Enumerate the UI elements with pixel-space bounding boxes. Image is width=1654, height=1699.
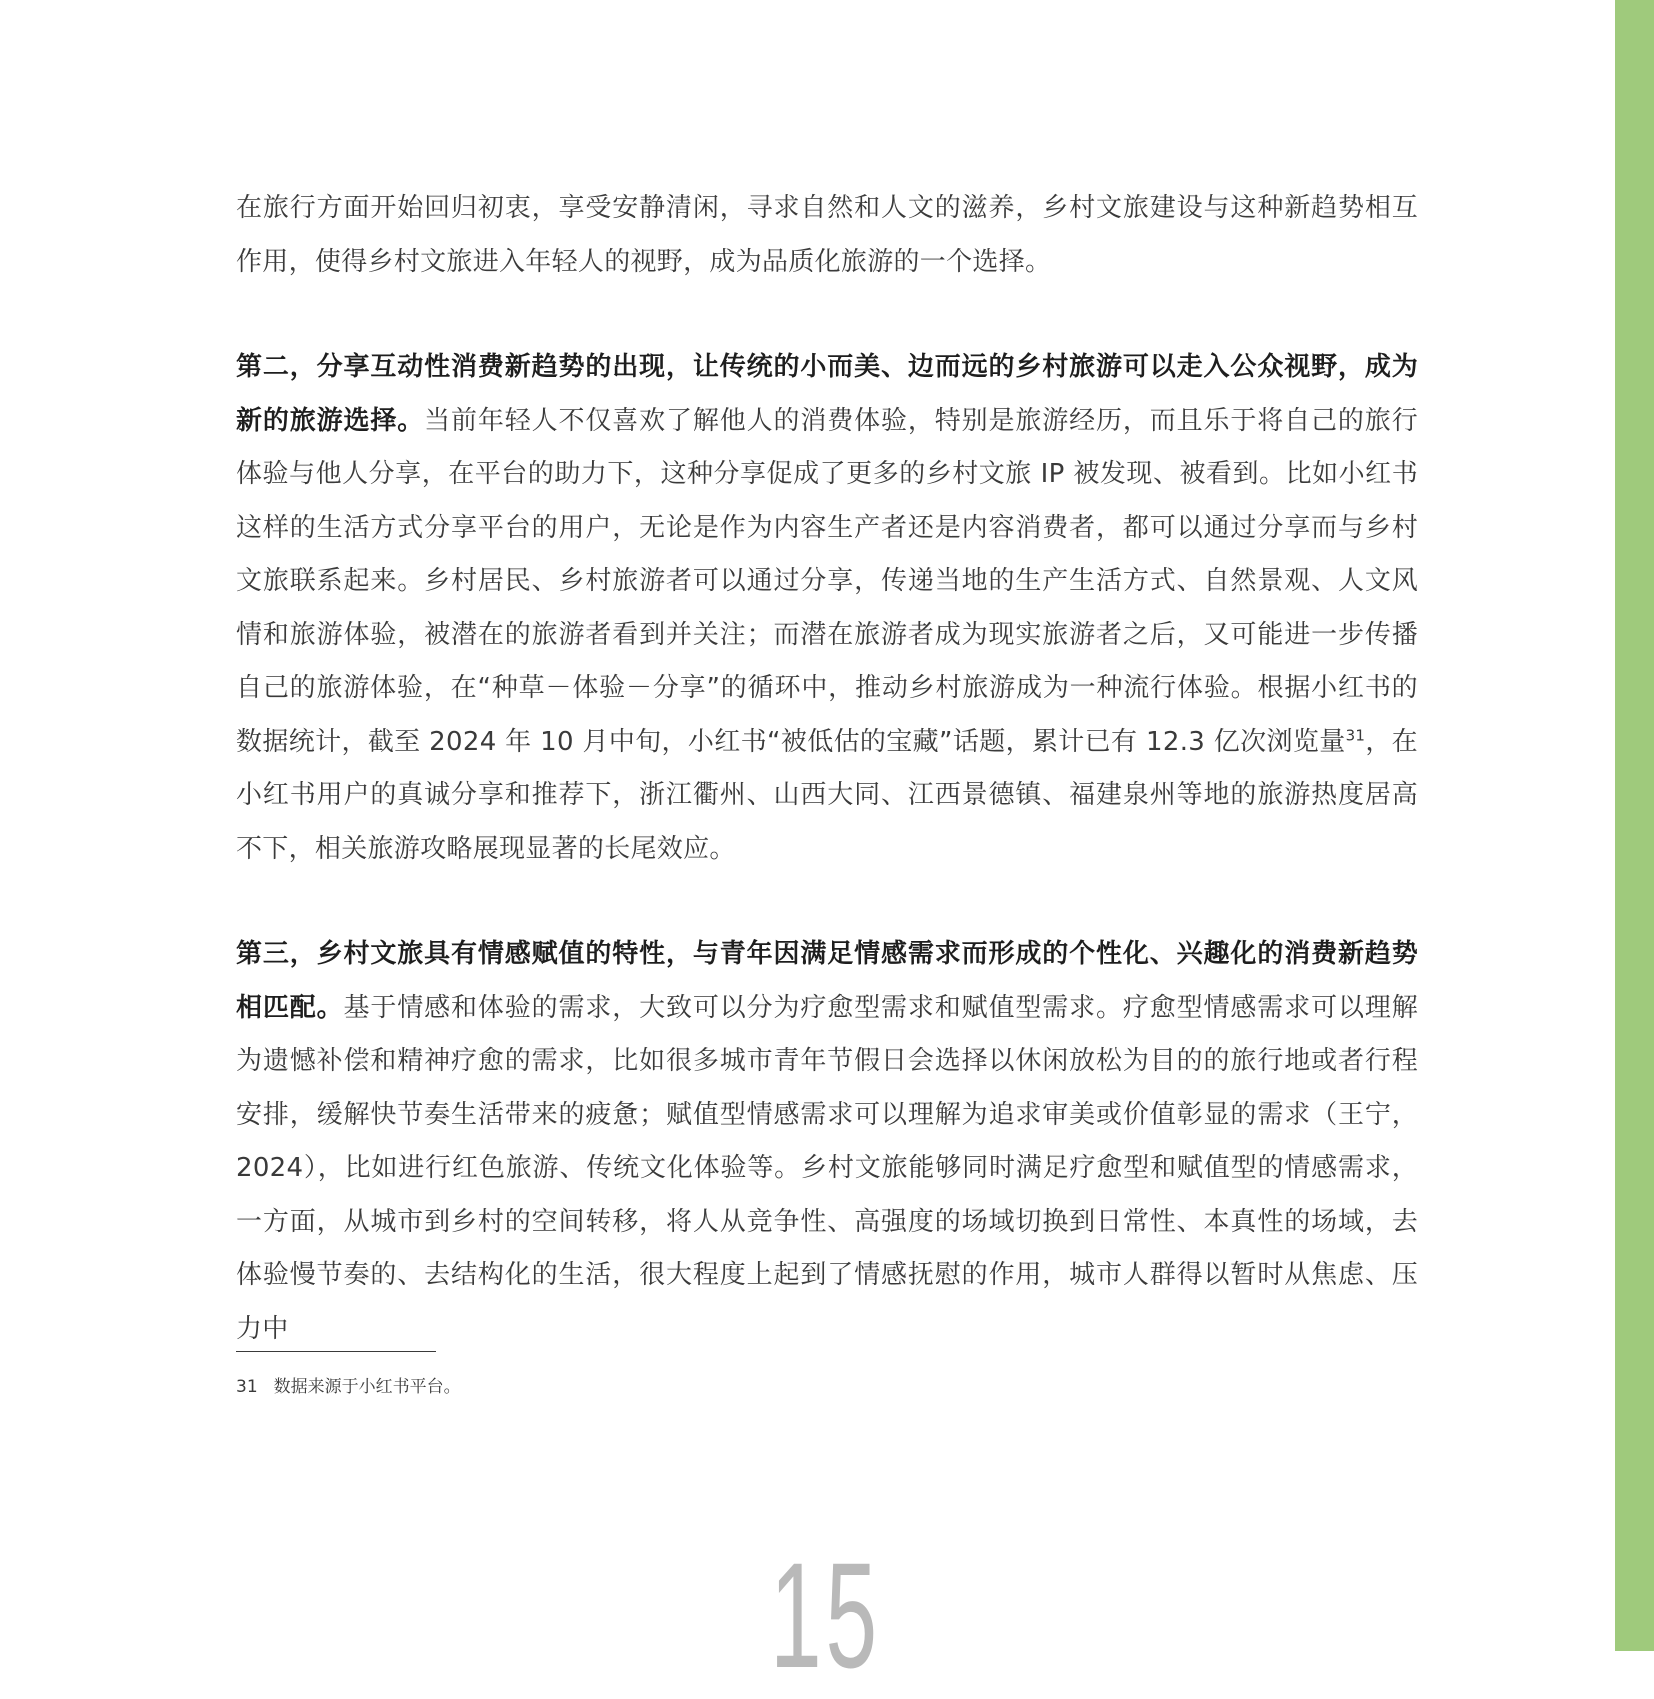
paragraph-3-lead: 第三，乡村文旅具有情感赋值的特性，与青年因满足情感需求而形成的个性化、兴趣化的消费新趋势相匹配。 [236, 939, 1418, 1023]
footnote-divider [236, 1351, 436, 1352]
paragraph-1-body: 在旅行方面开始回归初衷，享受安静清闲，寻求自然和人文的滋养，乡村文旅建设与这种新趋势相互作用，使得乡村文旅进入年轻人的视野，成为品质化旅游的一个选择。 [236, 193, 1418, 277]
footnote [236, 1372, 461, 1397]
paragraph-3 [236, 928, 1418, 1356]
footnote-reference[interactable]: 31 [1345, 725, 1366, 744]
footnote-text: 数据来源于小红书平台。 [273, 1377, 461, 1397]
paragraph-2-lead: 第二，分享互动性消费新趋势的出现，让传统的小而美、边而远的乡村旅游可以走入公众视野，成为新的旅游选择。 [236, 352, 1418, 436]
paragraph-3-body: 基于情感和体验的需求，大致可以分为疗愈型需求和赋值型需求。疗愈型情感需求可以理解为遗憾补偿和精神疗愈的需求，比如很多城市青年节假日会选择以休闲放松为目的的旅行地或者行程安排，缓解快节奏生活带来的疲惫；赋值型情感需求可以理解为追求审美或价值彰显的需求（王宁，2024），比如进行红色旅游、传统文化体验等。乡村文旅能够同时满足疗愈型和赋值型的情感需求，一方面，从城市到乡村的空间转移，将人从竞争性、高强度的场域切换到日常性、本真性的场域，去体验慢节奏的、去结构化的生活，很大程度上起到了情感抚慰的作用，城市人群得以暂时从焦虑、压力中 [236, 992, 1418, 1344]
page-number: 15 [770, 1531, 881, 1699]
paragraph-2 [236, 341, 1418, 876]
side-color-band [1615, 0, 1654, 1651]
paragraph-2-body: 当前年轻人不仅喜欢了解他人的消费体验，特别是旅游经历，而且乐于将自己的旅行体验与他人分享，在平台的助力下，这种分享促成了更多的乡村文旅 IP 被发现、被看到。比如小红书这样的生活方式分享平台的用户，无论是作为内容生产者还是内容消费者，都可以通过分享而与乡村文旅联系起来。乡村居民、乡村旅游者可以通过分享，传递当地的生产生活方式、自然景观、人文风情和旅游体验，被潜在的旅游者看到并关注；而潜在旅游者成为现实旅游者之后，又可能进一步传播自己的旅游体验，在“种草－体验－分享”的循环中，推动乡村旅游成为一种流行体验。根据小红书的数据统计，截至 2024 年 10 月中旬，小红书“被低估的宝藏”话题，累计已有 12.3 亿次浏览量 [236, 405, 1418, 757]
footnote-number: 31 [236, 1377, 258, 1397]
main-text [236, 182, 1418, 1356]
paragraph-1 [236, 182, 1418, 289]
paragraph-2-body-after: ，在小红书用户的真诚分享和推荐下，浙江衢州、山西大同、江西景德镇、福建泉州等地的旅游热度居高不下，相关旅游攻略展现显著的长尾效应。 [236, 726, 1418, 864]
